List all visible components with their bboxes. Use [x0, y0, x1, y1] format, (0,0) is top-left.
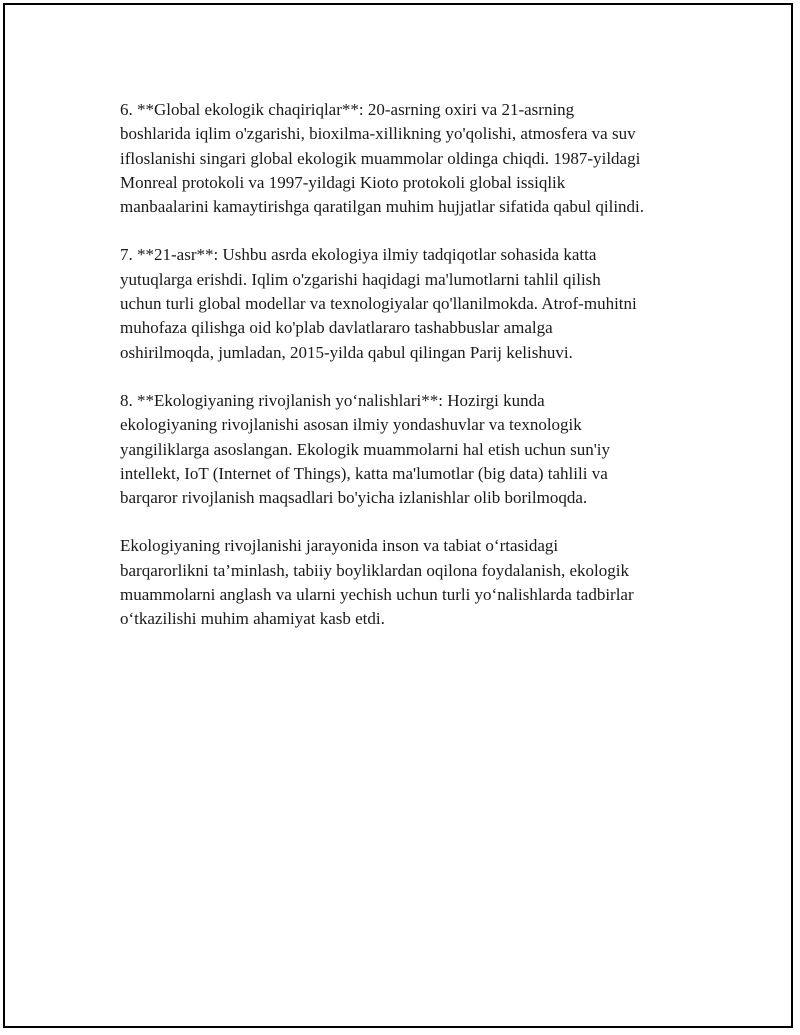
- text-line: oshirilmoqda, jumladan, 2015-yilda qabul qilingan Parij kelishuvi.: [120, 342, 573, 362]
- text-line: 8. **Ekologiyaning rivojlanish yo‘nalishlari**: Hozirgi kunda: [120, 390, 545, 410]
- text-line: intellekt, IoT (Internet of Things), katta ma'lumotlar (big data) tahlili va: [120, 463, 608, 483]
- text-line: 7. **21-asr**: Ushbu asrda ekologiya ilmiy tadqiqotlar sohasida katta: [120, 245, 597, 265]
- text-line: yangiliklarga asoslangan. Ekologik muammolarni hal etish uchun sun'iy: [120, 439, 610, 459]
- text-line: muhofaza qilishga oid ko'plab davlatlararo tashabbuslar amalga: [120, 318, 553, 338]
- text-line: boshlarida iqlim o'zgarishi, bioxilma-xillikning yo'qolishi, atmosfera va suv: [120, 124, 636, 144]
- text-line: Monreal protokoli va 1997-yildagi Kioto protokoli global issiqlik: [120, 172, 566, 192]
- document-page: [3, 3, 793, 1028]
- text-line: ekologiyaning rivojlanishi asosan ilmiy yondashuvlar va texnologik: [120, 415, 582, 435]
- text-line: ifloslanishi singari global ekologik muammolar oldinga chiqdi. 1987-yildagi: [120, 148, 641, 168]
- text-line: 6. **Global ekologik chaqiriqlar**: 20-asrning oxiri va 21-asrning: [120, 100, 575, 119]
- text-line: o‘tkazilishi muhim ahamiyat kasb etdi.: [120, 609, 385, 629]
- text-line: barqarorlikni ta’minlash, tabiiy boyliklardan oqilona foydalanish, ekologik: [120, 560, 629, 580]
- paragraph-conclusion: [120, 534, 700, 631]
- text-line: barqaror rivojlanish maqsadlari bo'yicha izlanishlar olib borilmoqda.: [120, 488, 588, 508]
- paragraph-development-directions: [120, 389, 700, 510]
- paragraph-21st-century: [120, 243, 700, 364]
- text-line: muammolarni anglash va ularni yechish uchun turli yo‘nalishlarda tadbirlar: [120, 585, 634, 605]
- text-line: yutuqlarga erishdi. Iqlim o'zgarishi haqidagi ma'lumotlarni tahlil qilish: [120, 269, 601, 289]
- document-body: [120, 98, 700, 656]
- text-line: uchun turli global modellar va texnologiyalar qo'llanilmokda. Atrof-muhitni: [120, 294, 637, 314]
- text-line: Ekologiyaning rivojlanishi jarayonida inson va tabiat o‘rtasidagi: [120, 536, 559, 556]
- paragraph-global-challenges: [120, 98, 700, 219]
- text-line: manbaalarini kamaytirishga qaratilgan muhim hujjatlar sifatida qabul qilindi.: [120, 197, 645, 217]
